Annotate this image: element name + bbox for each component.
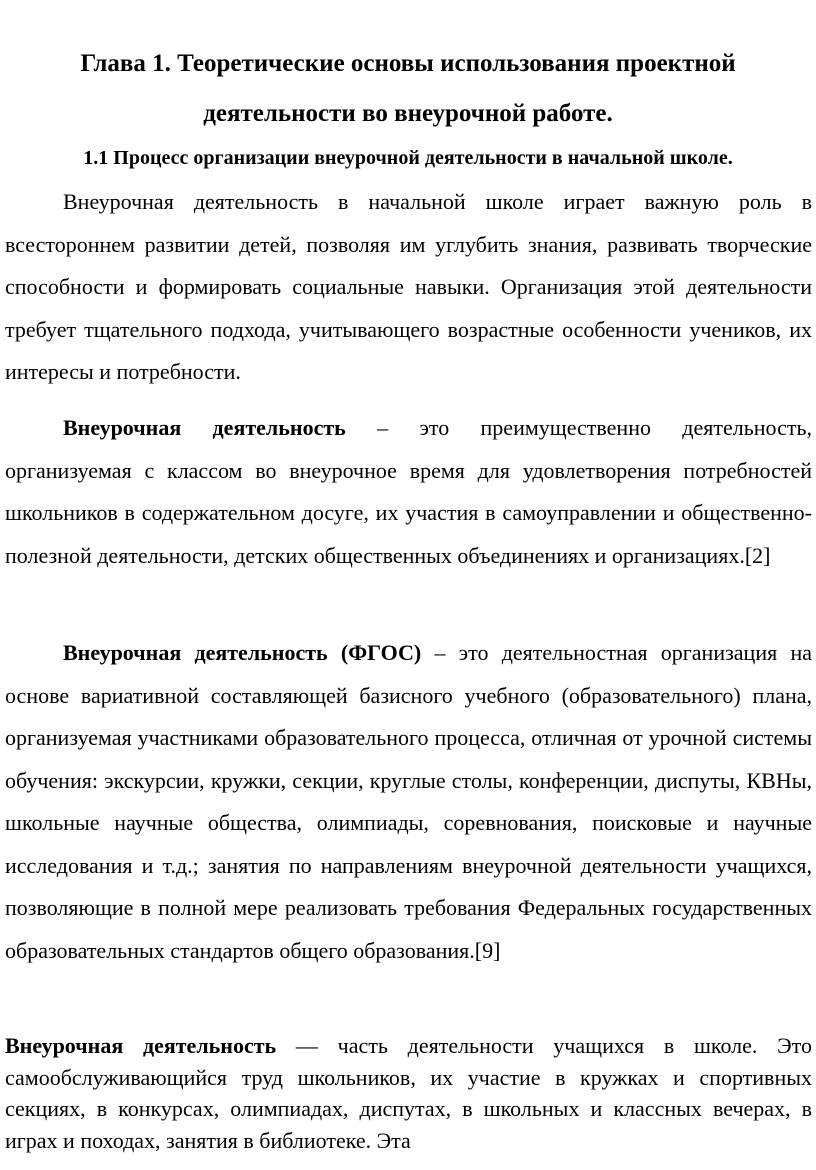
definition-term-1: Внеурочная деятельность <box>63 415 346 440</box>
chapter-title-line-2: деятельности во внеурочной работе. <box>203 100 613 127</box>
chapter-title-line-1: Глава 1. Теоретические основы использования проектной <box>80 50 736 77</box>
definition-term-2: Внеурочная деятельность (ФГОС) <box>63 640 422 665</box>
definition-paragraph-2 <box>5 632 812 972</box>
definition-text-1: – это преимущественно деятельность, организуемая с классом во внеурочное время для удовлетворения потребностей школьников в содержательном досуге, их участия в самоуправлении и общественно-полезной деятельности, детских общественных объединениях и организациях.[2] <box>5 415 812 568</box>
section-title: 1.1 Процесс организации внеурочной деятельности в начальной школе. <box>83 147 733 169</box>
definition-paragraph-3 <box>5 1030 812 1156</box>
intro-paragraph: Внеурочная деятельность в начальной школе играет важную роль в всестороннем развитии детей, позволяя им углубить знания, развивать творческие способности и формировать социальные навыки. Организация этой деятельности требует тщательного подхода, учитывающего возрастные особенности учеников, их интересы и потребности. <box>5 189 812 384</box>
definition-text-2: – это деятельностная организация на основе вариативной составляющей базисного учебного (образовательного) плана, организуемая участниками образовательного процесса, отличная от урочной системы обучения: экскурсии, кружки, секции, круглые столы, конференции, диспуты, КВНы, школьные научные общества, олимпиады, соревнования, поисковые и научные исследования и т.д.; занятия по направлениям внеурочной деятельности учащихся, позволяющие в полной мере реализовать требования Федеральных государственных образовательных стандартов общего образования.[9] <box>5 640 812 963</box>
definition-term-3: Внеурочная деятельность <box>5 1033 277 1058</box>
definition-paragraph-1 <box>5 407 812 577</box>
definition-text-3: — часть деятельности учащихся в школе. Это самообслуживающийся труд школьников, их участие в кружках и спортивных секциях, в конкурсах, олимпиадах, диспутах, в школьных и классных вечерах, в играх и походах, занятия в библиотеке. Эта <box>5 1033 812 1153</box>
